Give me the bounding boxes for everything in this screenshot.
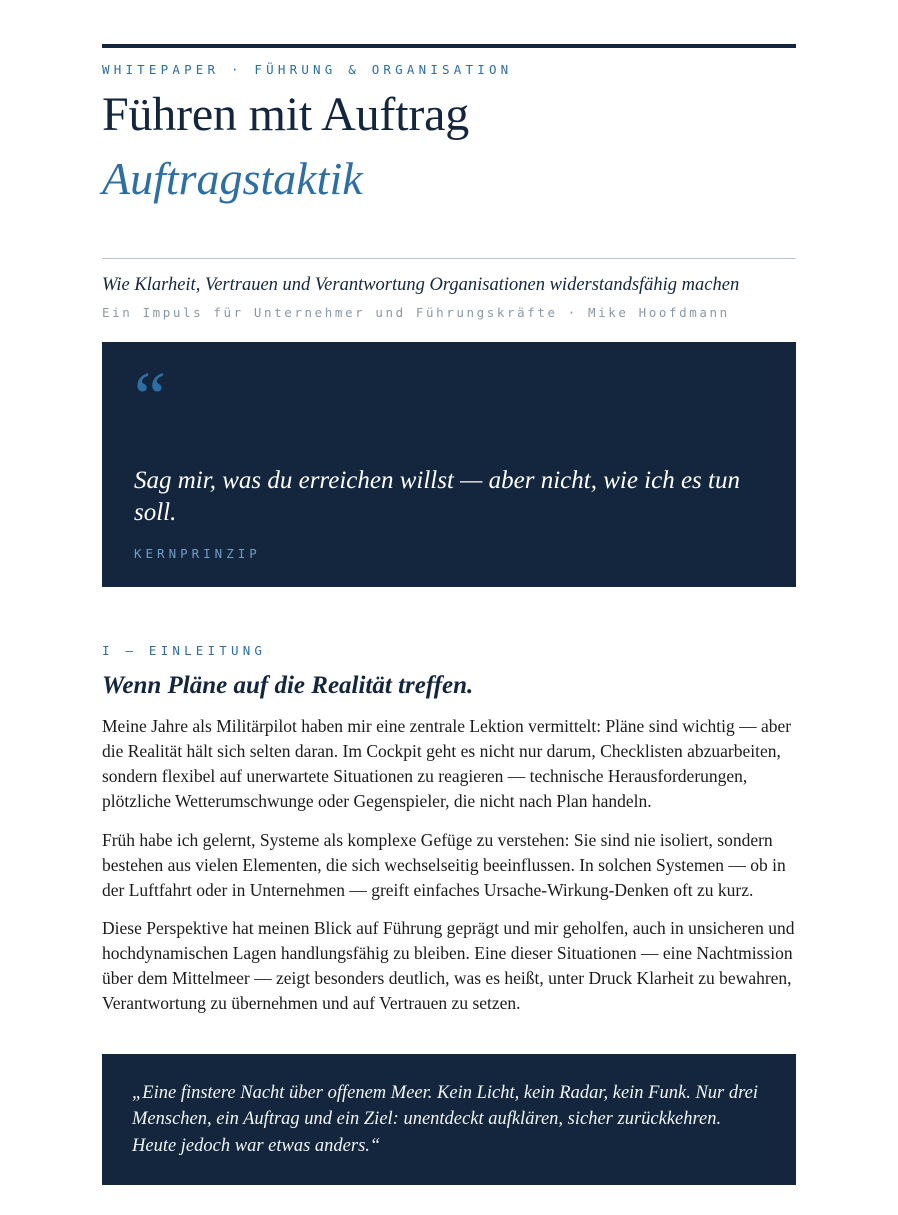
body-paragraph: Früh habe ich gelernt, Systeme als komplexe Gefüge zu verstehen: Sie sind nie isoliert, sondern bestehen aus vielen Elementen, die sich wechselseitig beeinflussen. In solchen Systemen — ob in der Luftfahrt oder in Unternehmen — greift einfaches Ursache-Wirkung-Denken oft zu kurz. xyxy=(102,829,786,900)
page-subtitle: Auftragstaktik xyxy=(102,152,363,204)
masthead-rule xyxy=(102,44,796,48)
divider-rule xyxy=(102,258,796,259)
page-title: Führen mit Auftrag xyxy=(102,88,470,141)
hero-quote-text: Sag mir, was du erreichen willst — aber nicht, wie ich es tun soll. xyxy=(134,467,740,527)
pull-quote-text: „Eine finstere Nacht über offenem Meer. Kein Licht, kein Radar, kein Funk. Nur drei Menschen, ein Auftrag und ein Ziel: unentdeckt aufklären, sicher zurückkehren. Heute jedoch war etwas anders.“ xyxy=(132,1082,758,1156)
section-title: Wenn Pläne auf die Realität treffen. xyxy=(102,672,474,700)
document-byline: Ein Impuls für Unternehmer und Führungskräfte · Mike Hoofdmann xyxy=(102,305,730,321)
section-einleitung xyxy=(102,643,796,1015)
document-eyebrow: WHITEPAPER · FÜHRUNG & ORGANISATION xyxy=(102,62,513,77)
hero-quote-label: KERNPRINZIP xyxy=(134,546,261,562)
section-kicker: I — EINLEITUNG xyxy=(102,643,267,659)
pull-quote-block xyxy=(102,1054,796,1186)
bottom-spacer xyxy=(102,1185,796,1215)
hero-quote-block xyxy=(102,342,796,587)
quotation-mark-icon: “ xyxy=(134,357,166,438)
body-paragraph: Diese Perspektive hat meinen Blick auf Führung geprägt und mir geholfen, auch in unsicheren und hochdynamischen Lagen handlungsfähig zu bleiben. Eine dieser Situationen — eine Nachtmission über dem Mittelmeer — zeigt besonders deutlich, was es heißt, unter Druck Klarheit zu bewahren, Verantwortung zu übernehmen und auf Vertrauen zu setzen. xyxy=(102,917,795,1013)
document-tagline: Wie Klarheit, Vertrauen und Verantwortung Organisationen widerstandsfähig machen xyxy=(102,275,740,296)
body-paragraph: Meine Jahre als Militärpilot haben mir eine zentrale Lektion vermittelt: Pläne sind wichtig — aber die Realität hält sich selten daran. Im Cockpit geht es nicht nur darum, Checklisten abzuarbeiten, sondern flexibel auf unerwartete Situationen zu reagieren — technische Herausforderungen, plötzliche Wetterumschwunge oder Gegenspieler, die nicht nach Plan handeln. xyxy=(102,716,792,812)
document-content xyxy=(102,0,796,1215)
